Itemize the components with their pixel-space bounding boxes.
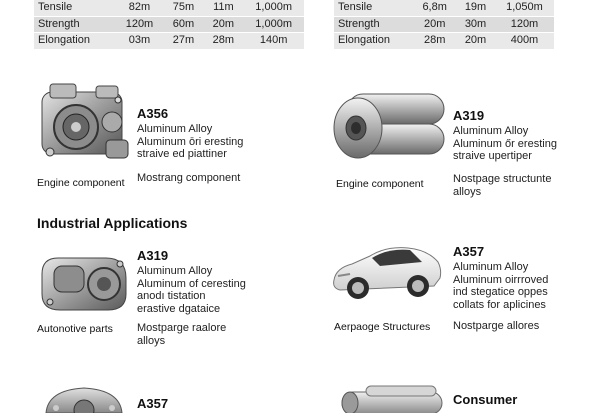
row-label: Elongation: [334, 33, 413, 50]
table-row: [34, 0, 304, 16]
note-line: alloys: [137, 334, 166, 347]
table-cell: 82m: [115, 0, 163, 16]
row-label: Tensile: [334, 0, 413, 16]
gear-housing-image: [36, 380, 132, 413]
table-cell: 120m: [115, 16, 163, 33]
description-line: straive ed piattiner: [137, 148, 227, 160]
table-row: [334, 33, 554, 50]
description-line: straive upertiper: [453, 150, 532, 162]
automotive-part-image: [36, 244, 132, 316]
description-line: ind stegatice oppes: [453, 286, 548, 298]
description-line: Aluminum Alloy: [137, 265, 213, 277]
alloy-code: A319: [453, 108, 485, 123]
table-row: [334, 16, 554, 33]
alloy-note: [453, 320, 539, 333]
engine-component-image: [36, 82, 134, 170]
alloy-code: A357: [453, 244, 485, 259]
description-line: Aluminum ōri eresting: [137, 135, 244, 148]
alloy-description: [137, 123, 243, 161]
description-line: Aluminum Alloy: [453, 125, 529, 137]
alloy-description: [137, 265, 246, 315]
table-cell: 20m: [456, 33, 495, 50]
alloy-note: [137, 172, 240, 185]
image-caption: Engine component: [336, 178, 424, 190]
alloy-note: [453, 173, 551, 198]
table-cell: 11m: [203, 0, 243, 16]
table-cell: 400m: [495, 33, 554, 50]
note-line: alloys: [453, 185, 482, 198]
image-caption: Engine component: [37, 177, 125, 189]
table-cell: 6,8m: [413, 0, 456, 16]
alloy-note: [137, 322, 226, 347]
description-line: collats for aplicines: [453, 298, 546, 311]
right-spec-table: [334, 0, 554, 50]
alloy-code: A319: [137, 248, 169, 263]
table-row: [334, 0, 554, 16]
row-label: Elongation: [34, 33, 115, 50]
table-cell: 1,000m: [243, 16, 304, 33]
image-caption: Autonotive parts: [37, 323, 113, 335]
image-caption: Aerpaoge Structures: [334, 321, 431, 333]
row-label: Tensile: [34, 0, 115, 16]
description-line: Aluminum Alloy: [137, 123, 213, 135]
description-line: anodı tistation: [137, 290, 206, 302]
left-spec-table: [34, 0, 304, 50]
description-line: Aluminum of ceresting: [137, 277, 246, 290]
table-cell: 19m: [456, 0, 495, 16]
description-line: erastive dgataice: [137, 302, 221, 315]
table-cell: 30m: [456, 16, 495, 33]
cylinder-component-image: [328, 82, 448, 172]
alloy-description: [453, 261, 548, 311]
table-cell: 1,050m: [495, 0, 554, 16]
description-line: Aluminum oirrroved: [453, 273, 549, 286]
row-label: Strength: [334, 16, 413, 33]
note-line: Mostrang component: [137, 172, 241, 184]
table-cell: 03m: [115, 33, 163, 50]
table-cell: 75m: [164, 0, 204, 16]
table-cell: 60m: [164, 16, 204, 33]
sports-car-image: [330, 232, 444, 310]
alloy-code: Consumer: [453, 392, 518, 407]
table-cell: 28m: [413, 33, 456, 50]
note-line: Nostparge allores: [453, 320, 540, 332]
table-cell: 1,000m: [243, 0, 304, 16]
note-line: Mostparge raalore: [137, 322, 227, 334]
description-line: Aluminum Alloy: [453, 261, 529, 273]
description-line: Aluminum őr eresting: [453, 137, 557, 150]
table-row: [34, 16, 304, 33]
table-cell: 27m: [164, 33, 204, 50]
table-cell: 120m: [495, 16, 554, 33]
alloy-code: A357: [137, 396, 169, 411]
pipe-component-image: [336, 384, 446, 413]
table-row: [34, 33, 304, 50]
table-cell: 20m: [203, 16, 243, 33]
table-cell: 20m: [413, 16, 456, 33]
note-line: Nostpage structunte: [453, 173, 552, 185]
alloy-code: A356: [137, 106, 169, 121]
row-label: Strength: [34, 16, 115, 33]
table-cell: 140m: [243, 33, 304, 50]
alloy-description: [453, 125, 557, 163]
section-heading: Industrial Applications: [37, 215, 188, 231]
table-cell: 28m: [203, 33, 243, 50]
